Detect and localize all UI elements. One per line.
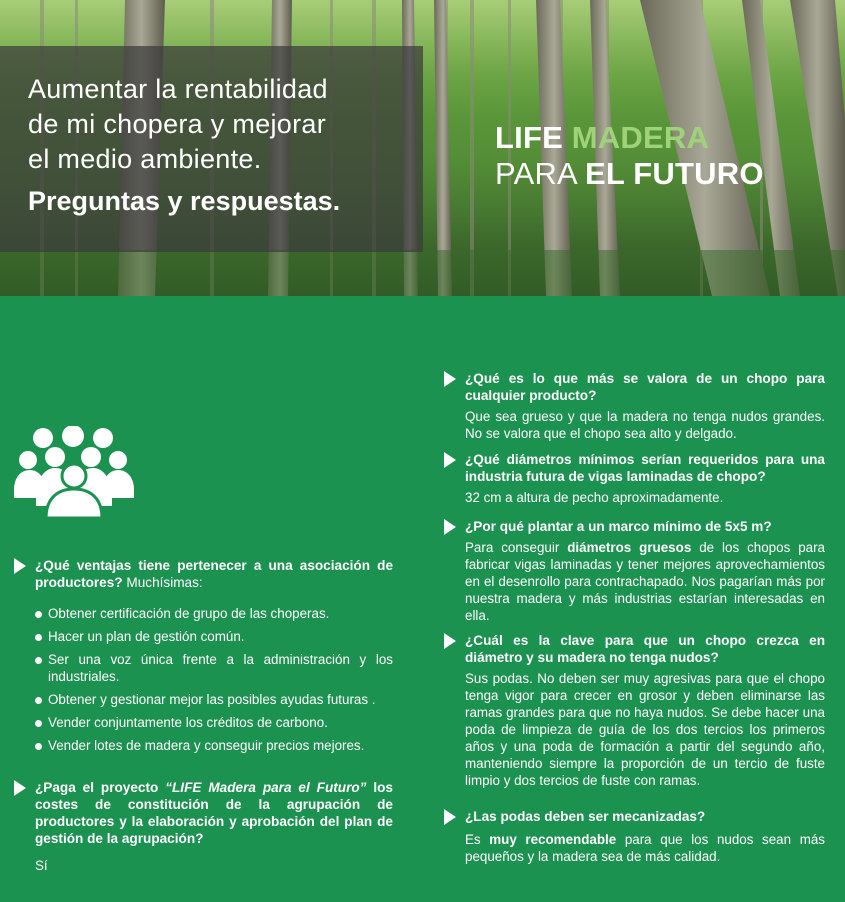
project-name: “LIFE Madera para el Futuro” bbox=[165, 780, 367, 795]
triangle-right-icon bbox=[444, 452, 456, 468]
list-item: Vender conjuntamente los créditos de carbono. bbox=[35, 714, 393, 731]
list-item: Hacer un plan de gestión común. bbox=[35, 628, 393, 645]
forest-banner bbox=[0, 0, 845, 296]
answer: Sí bbox=[35, 858, 48, 873]
qa-asociacion bbox=[35, 557, 393, 760]
answer-text: para que los nudos sean más pequeños y la madera sea de más calidad. bbox=[465, 832, 825, 864]
title-line: el medio ambiente. bbox=[28, 144, 262, 174]
question bbox=[35, 779, 393, 847]
logo-line-1 bbox=[495, 120, 795, 156]
answer: Sus podas. No deben ser muy agresivas para que el chopo tenga vigor para crecer en grosor y deben eliminarse las ramas grandes para que no haya nudos. Se debe hacer una poda de limpieza de guía de los dos tercios los primeros años y una poda de formación a partir del segundo año, manteniendo siempre la proporción de un tercio de fuste limpio y dos tercios de fuste con ramas. bbox=[465, 671, 825, 788]
page-title bbox=[28, 72, 408, 177]
group-of-people-icon bbox=[14, 426, 134, 518]
list-item: Ser una voz única frente a la administración y los industriales. bbox=[35, 651, 393, 685]
qa-marco-plantacion bbox=[465, 518, 825, 624]
question bbox=[35, 557, 393, 591]
question-text: ¿Qué diámetros mínimos serían requeridos para una industria futura de vigas laminadas de chopo? bbox=[465, 452, 825, 484]
question-text: ¿Qué es lo que más se valora de un chopo para cualquier producto? bbox=[465, 371, 825, 403]
life-madera-logo bbox=[495, 120, 795, 192]
question bbox=[465, 370, 825, 404]
answer bbox=[465, 831, 825, 865]
question bbox=[465, 518, 825, 535]
list-item: Vender lotes de madera y conseguir precios mejores. bbox=[35, 737, 393, 754]
answer-emphasis: diámetros gruesos bbox=[567, 540, 692, 555]
list-item: Obtener y gestionar mejor las posibles ayudas futuras . bbox=[35, 691, 393, 708]
logo-word-para: PARA bbox=[495, 156, 586, 191]
triangle-right-icon bbox=[14, 780, 26, 796]
question bbox=[465, 808, 825, 825]
answer-inline: Muchísimas: bbox=[126, 575, 203, 590]
question-text: los costes de constitución de la agrupación de productores y la elaboración y aprobación del plan de gestión de la agrupación? bbox=[35, 780, 393, 846]
qa-clave-crecimiento bbox=[465, 632, 825, 789]
title-line: Aumentar la rentabilidad bbox=[28, 74, 328, 104]
answer: 32 cm a altura de pecho aproximadamente. bbox=[465, 490, 724, 505]
answer-text: de los chopos para fabricar vigas laminadas y tener mejores aprovechamientos en el desenrollo para contrachapado. Nos pagarían más por nuestra madera y más industrias estarían interesadas en ella. bbox=[465, 540, 826, 623]
list-item: Obtener certificación de grupo de las choperas. bbox=[35, 605, 393, 622]
logo-line-2 bbox=[495, 156, 795, 192]
logo-word-life: LIFE bbox=[495, 120, 572, 155]
logo-word-madera: MADERA bbox=[571, 120, 710, 155]
triangle-right-icon bbox=[444, 809, 456, 825]
answer-text: Es bbox=[465, 832, 490, 847]
question-text: ¿Qué ventajas tiene pertenecer a una asociación de productores? bbox=[35, 558, 393, 590]
question-text: ¿Por qué plantar a un marco mínimo de 5x5 m? bbox=[465, 519, 772, 534]
answer: Que sea grueso y que la madera no tenga nudos grandes. No se valora que el chopo sea alto y delgado. bbox=[465, 409, 825, 441]
question bbox=[465, 632, 825, 666]
benefits-list bbox=[35, 605, 393, 754]
triangle-right-icon bbox=[444, 371, 456, 387]
qa-costes-proyecto bbox=[35, 779, 393, 874]
question bbox=[465, 451, 825, 485]
answer-text: Para conseguir bbox=[465, 540, 568, 555]
triangle-right-icon bbox=[14, 558, 26, 574]
answer bbox=[465, 539, 825, 624]
logo-word-el-futuro: EL FUTURO bbox=[585, 156, 764, 191]
question-text: ¿Cuál es la clave para que un chopo crezca en diámetro y su madera no tenga nudos? bbox=[465, 633, 825, 665]
page-subtitle: Preguntas y respuestas. bbox=[28, 186, 341, 216]
title-line: de mi chopera y mejorar bbox=[28, 109, 327, 139]
qa-diametros-minimos bbox=[465, 451, 825, 506]
triangle-right-icon bbox=[444, 519, 456, 535]
question-text: ¿Las podas deben ser mecanizadas? bbox=[465, 809, 706, 824]
triangle-right-icon bbox=[444, 633, 456, 649]
qa-valor-chopo bbox=[465, 370, 825, 442]
qa-podas-mecanizadas bbox=[465, 808, 825, 865]
answer-emphasis: muy recomendable bbox=[489, 832, 617, 847]
question-text: ¿Paga el proyecto bbox=[35, 780, 166, 795]
